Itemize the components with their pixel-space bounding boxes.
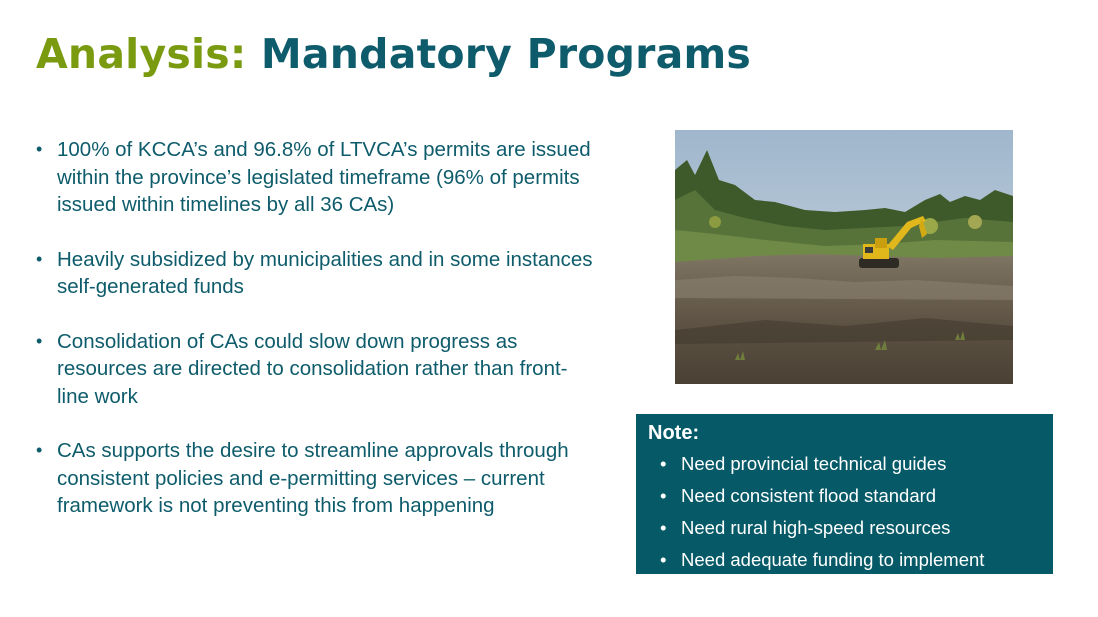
bullet-dot-icon: • (36, 248, 43, 269)
note-list (648, 448, 1041, 576)
note-bullet-icon: • (660, 517, 667, 538)
title-main: Mandatory Programs (260, 30, 751, 78)
note-item-text: Need consistent flood standard (681, 485, 937, 506)
note-box (636, 414, 1053, 574)
bullet-text: 100% of KCCA’s and 96.8% of LTVCA’s permits are issued within the province’s legislated timeframe (96% of permits issued within timelines by all 36 CAs) (57, 138, 591, 216)
bullet-text: Heavily subsidized by municipalities and in some instances self-generated funds (57, 247, 593, 298)
note-bullet-icon: • (660, 549, 667, 570)
bullet-item (36, 437, 596, 520)
slide-title (36, 30, 751, 78)
bullet-text: Consolidation of CAs could slow down progress as resources are directed to consolidation rather than front-line work (57, 329, 568, 408)
bullet-dot-icon: • (36, 330, 43, 351)
note-bullet-icon: • (660, 453, 667, 474)
bullet-item (36, 246, 596, 301)
note-item (648, 544, 1041, 576)
title-prefix: Analysis: (36, 30, 247, 78)
excavator-field-image (675, 130, 1013, 384)
excavator-photo (675, 130, 1013, 384)
note-item-text: Need adequate funding to implement (681, 549, 985, 570)
bullet-dot-icon: • (36, 440, 43, 460)
note-item (648, 480, 1041, 512)
bullet-item (36, 136, 596, 219)
bullet-list (36, 136, 596, 547)
bullet-item (36, 328, 596, 411)
note-item-text: Need rural high-speed resources (681, 517, 951, 538)
bullet-text: CAs supports the desire to streamline approvals through consistent policies and e-permitting services – current framework is not preventing this from happening (57, 439, 569, 517)
bullet-dot-icon: • (36, 139, 43, 159)
note-item (648, 448, 1041, 480)
note-bullet-icon: • (660, 485, 667, 506)
note-title: Note: (648, 422, 700, 444)
note-item (648, 512, 1041, 544)
note-item-text: Need provincial technical guides (681, 453, 947, 474)
